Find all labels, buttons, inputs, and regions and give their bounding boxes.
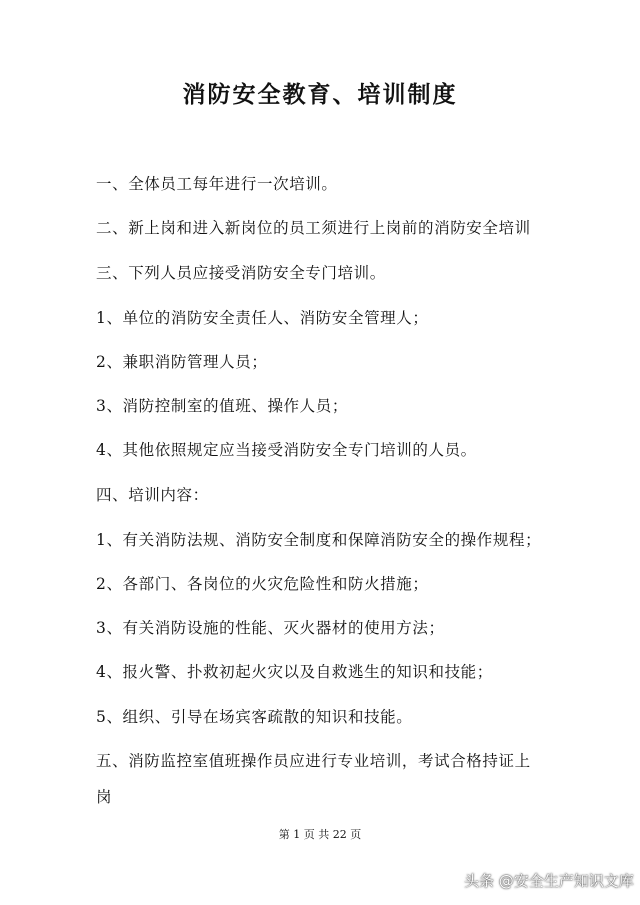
paragraph-item-4: 四、培训内容： (96, 486, 209, 504)
list-item: 4、其他依照规定应当接受消防安全专门培训的人员。 (96, 441, 477, 459)
list-item: 5、组织、引导在场宾客疏散的知识和技能。 (96, 708, 413, 726)
list-item: 4、报火警、扑救初起火灾以及自救逃生的知识和技能； (96, 663, 493, 681)
list-item: 1、单位的消防安全责任人、消防安全管理人； (96, 309, 429, 327)
paragraph-item-3: 三、下列人员应接受消防安全专门培训。 (96, 264, 386, 282)
list-item: 1、有关消防法规、消防安全制度和保障消防安全的操作规程； (96, 531, 542, 549)
page-title: 消防安全教育、培训制度 (182, 81, 458, 108)
list-item: 3、有关消防设施的性能、灭火器材的使用方法； (96, 619, 445, 637)
paragraph-item-2: 二、新上岗和进入新岗位的员工须进行上岗前的消防安全培训 (96, 219, 531, 237)
watermark: 头条 @安全生产知识文库 (464, 872, 634, 890)
paragraph-item-5: 五、消防监控室值班操作员应进行专业培训，考试合格持证上岗 (96, 752, 531, 806)
list-item: 2、各部门、各岗位的火灾危险性和防火措施； (96, 575, 429, 593)
list-item: 3、消防控制室的值班、操作人员； (96, 397, 348, 415)
paragraph-item-1: 一、全体员工每年进行一次培训。 (96, 175, 338, 193)
list-item: 2、兼职消防管理人员； (96, 353, 268, 371)
page-number-footer: 第 1 页 共 22 页 (278, 828, 362, 841)
